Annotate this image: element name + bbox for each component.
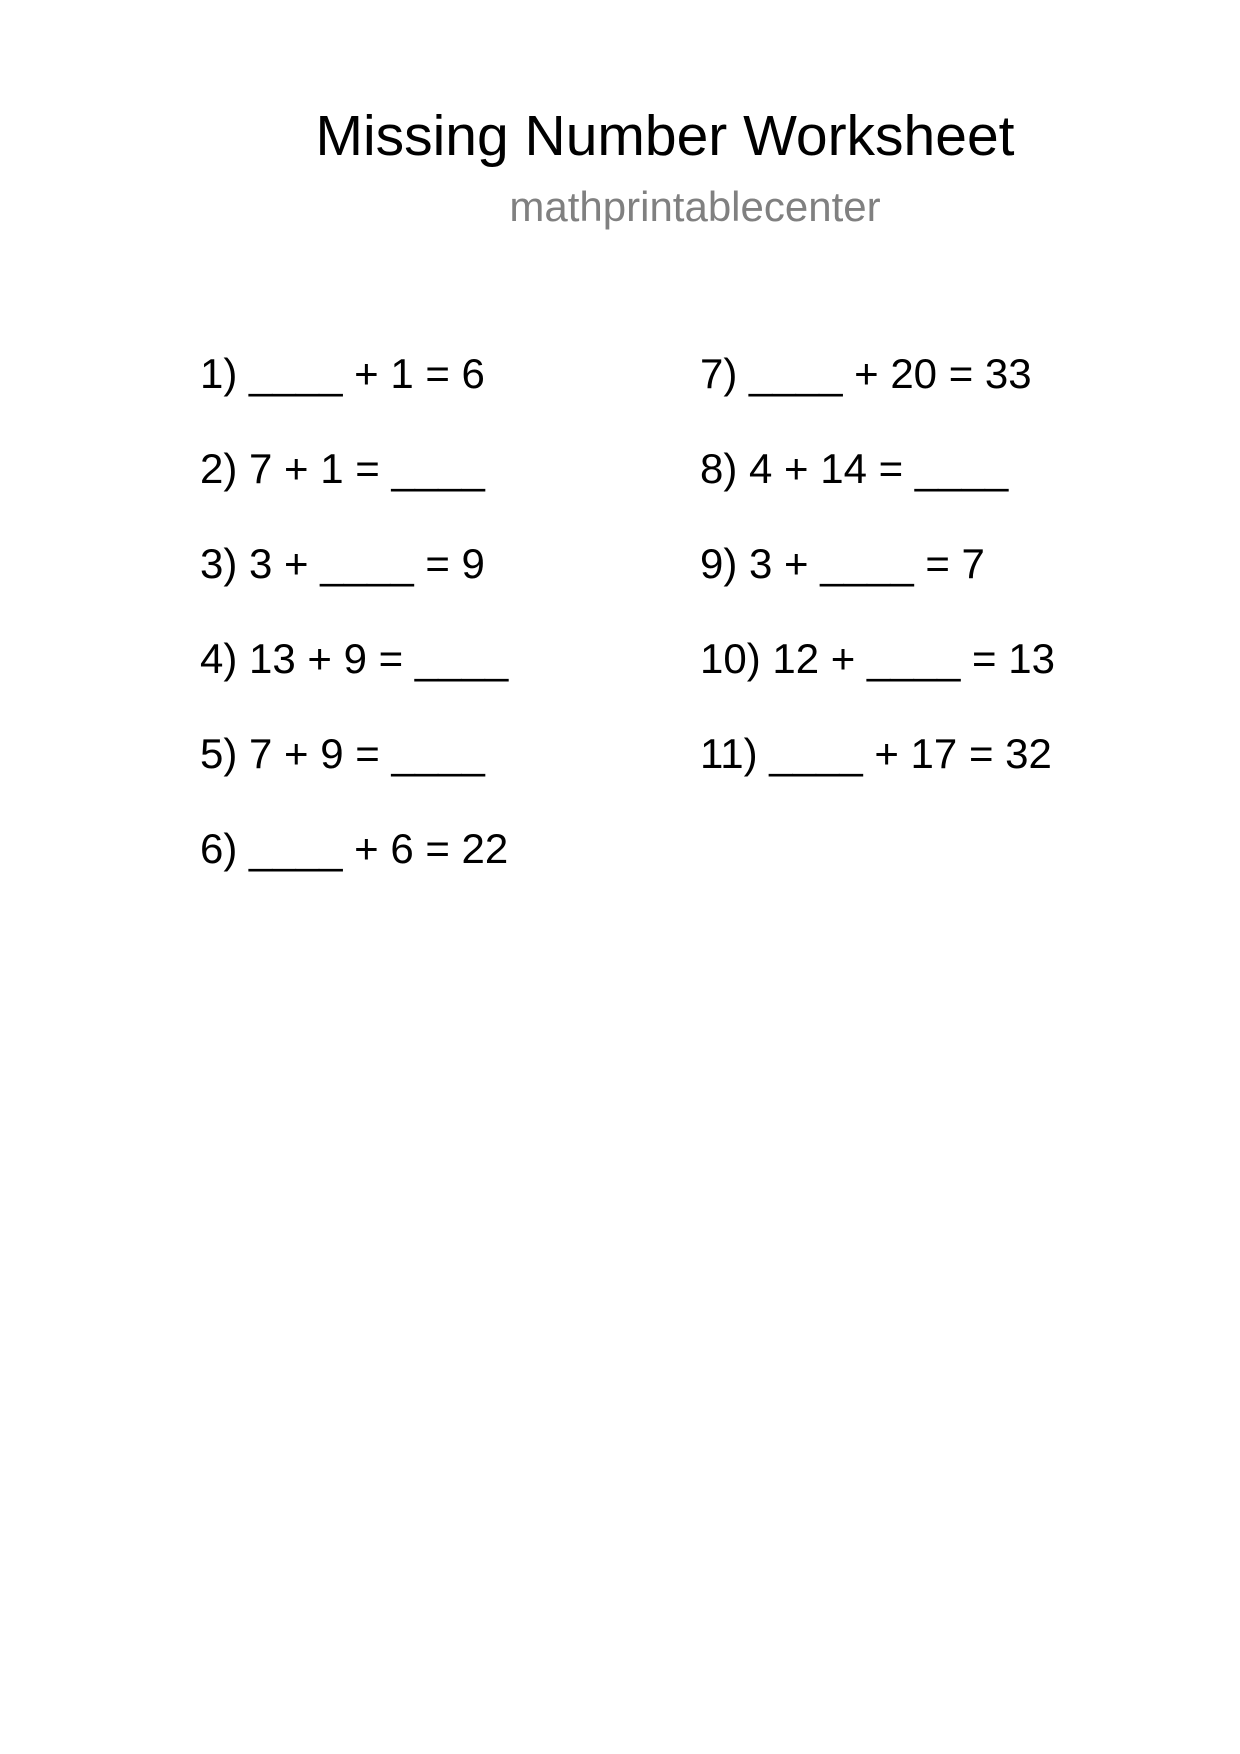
problem-6: 6) ____ + 6 = 22 — [200, 825, 509, 872]
problem-5: 5) 7 + 9 = ____ — [200, 730, 485, 777]
problem-3: 3) 3 + ____ = 9 — [200, 540, 485, 587]
problem-4: 4) 13 + 9 = ____ — [200, 635, 509, 682]
problem-7: 7) ____ + 20 = 33 — [700, 350, 1032, 397]
page-title: Missing Number Worksheet — [315, 104, 1015, 168]
problems-column-left — [200, 350, 660, 920]
page-subtitle: mathprintablecenter — [509, 183, 881, 230]
problems-column-right — [700, 350, 1160, 825]
problem-2: 2) 7 + 1 = ____ — [200, 445, 485, 492]
problem-9: 9) 3 + ____ = 7 — [700, 540, 985, 587]
problem-11: 11) ____ + 17 = 32 — [700, 730, 1052, 777]
problem-10: 10) 12 + ____ = 13 — [700, 635, 1055, 682]
problem-1: 1) ____ + 1 = 6 — [200, 350, 485, 397]
problem-8: 8) 4 + 14 = ____ — [700, 445, 1009, 492]
